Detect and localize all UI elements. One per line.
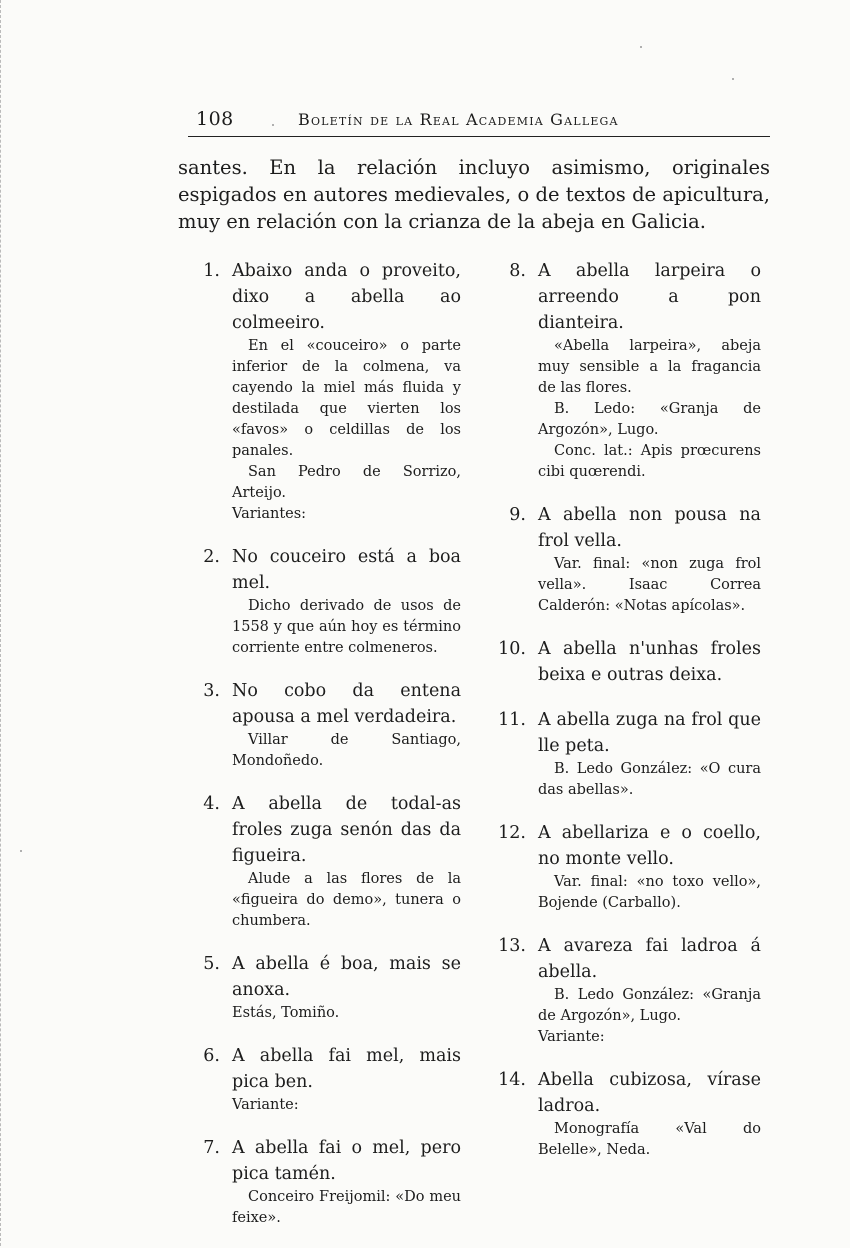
proverb-notes: [486, 554, 761, 617]
print-speck: [732, 78, 734, 80]
proverb-entry: [186, 951, 461, 1024]
proverb-text: A abella n'unhas froles beixa e outras deixa.: [538, 639, 761, 685]
proverb-line: [486, 636, 761, 688]
proverb-entry: [186, 678, 461, 772]
proverb-entry: [186, 258, 461, 525]
proverb-text: A abellariza e o coello, no monte vello.: [538, 823, 761, 869]
proverb-text: A abella de todal-as froles zuga senón das da figueira.: [232, 794, 461, 866]
proverb-number: 8.: [509, 261, 526, 281]
proverb-note: Var. final: «no toxo vello», Bojende (Carballo).: [538, 874, 761, 911]
proverb-text: A abella zuga na frol que lle peta.: [538, 710, 761, 756]
proverb-number: 4.: [203, 794, 220, 814]
proverb-notes: [486, 1119, 761, 1161]
proverb-number: 6.: [203, 1046, 220, 1066]
proverb-entry: [186, 544, 461, 659]
page-header: [188, 108, 770, 137]
running-title: Boletín de la Real Academia Gallega: [298, 110, 619, 129]
print-speck: [640, 46, 642, 48]
page-edge: [0, 0, 4, 1246]
proverb-text: A abella fai mel, mais pica ben.: [232, 1046, 461, 1092]
proverb-entry: [486, 502, 761, 617]
proverb-note: Conceiro Freijomil: «Do meu feixe».: [232, 1189, 461, 1226]
proverb-note: Variantes:: [232, 506, 307, 522]
proverb-line: [486, 502, 761, 554]
proverb-notes: [186, 869, 461, 932]
proverb-notes: [186, 596, 461, 659]
proverb-line: [486, 1067, 761, 1119]
proverb-number: 10.: [498, 639, 526, 659]
proverb-notes: [186, 730, 461, 772]
proverb-number: 11.: [498, 710, 526, 730]
proverb-text: No cobo da entena apousa a mel verdadeira.: [232, 681, 461, 727]
proverb-text: No couceiro está a boa mel.: [232, 547, 461, 593]
proverb-note: Variante:: [232, 1097, 299, 1113]
proverb-line: [486, 820, 761, 872]
proverb-note: Dicho derivado de usos de 1558 y que aún hoy es término corriente entre colmeneros.: [232, 598, 461, 656]
proverb-line: [186, 678, 461, 730]
proverb-text: A abella é boa, mais se anoxa.: [232, 954, 461, 1000]
proverb-number: 5.: [203, 954, 220, 974]
proverb-text: Abella cubizosa, vírase ladroa.: [538, 1070, 761, 1116]
proverb-note: San Pedro de Sorrizo, Arteijo.: [232, 464, 461, 501]
proverb-note: Variante:: [538, 1029, 605, 1045]
proverb-entry: [186, 1135, 461, 1229]
proverb-note: B. Ledo González: «O cura das abellas».: [538, 761, 761, 798]
proverb-note: Estás, Tomiño.: [232, 1005, 340, 1021]
proverb-line: [186, 1135, 461, 1187]
proverb-number: 1.: [203, 261, 220, 281]
proverb-entry: [486, 707, 761, 801]
intro-paragraph: santes. En la relación incluyo asimismo, originales espigados en autores medievales, o de textos de apicultura, muy en relación con la crianza de la abeja en Galicia.: [178, 156, 770, 233]
proverb-number: 12.: [498, 823, 526, 843]
proverb-line: [486, 258, 761, 336]
proverb-number: 2.: [203, 547, 220, 567]
proverb-number: 3.: [203, 681, 220, 701]
print-speck: [20, 850, 22, 852]
proverb-note: Conc. lat.: Apis prœcurens cibi quœrendi.: [538, 443, 761, 480]
proverb-note: En el «couceiro» o parte inferior de la colmena, va cayendo la miel más fluida y destilada que vierten los «favos» o celdillas de los panales.: [232, 338, 461, 459]
page-number: 108: [196, 108, 234, 130]
proverb-notes: [486, 759, 761, 801]
proverb-text: A abella fai o mel, pero pica tamén.: [232, 1138, 461, 1184]
proverb-line: [486, 707, 761, 759]
proverb-notes: [186, 1095, 461, 1116]
proverb-number: 13.: [498, 936, 526, 956]
print-speck: [272, 124, 274, 126]
proverb-note: B. Ledo González: «Granja de Argozón», Lugo.: [538, 987, 761, 1024]
proverb-text: Abaixo anda o proveito, dixo a abella ao colmeeiro.: [232, 261, 461, 333]
proverb-note: Var. final: «non zuga frol vella». Isaac Correa Calderón: «Notas apícolas».: [538, 556, 761, 614]
proverb-line: [486, 933, 761, 985]
proverb-entry: [486, 1067, 761, 1161]
proverb-notes: [486, 985, 761, 1048]
proverb-notes: [186, 1187, 461, 1229]
proverb-line: [186, 258, 461, 336]
proverb-entry: [486, 933, 761, 1048]
proverb-notes: [486, 872, 761, 914]
proverb-entry: [486, 258, 761, 483]
proverb-number: 14.: [498, 1070, 526, 1090]
proverb-line: [186, 1043, 461, 1095]
proverb-note: Monografía «Val do Belelle», Neda.: [538, 1121, 761, 1158]
proverb-notes: [186, 1003, 461, 1024]
proverb-entry: [186, 791, 461, 932]
proverb-note: Villar de Santiago, Mondoñedo.: [232, 732, 461, 769]
proverb-number: 9.: [509, 505, 526, 525]
proverb-number: 7.: [203, 1138, 220, 1158]
proverb-note: B. Ledo: «Granja de Argozón», Lugo.: [538, 401, 761, 438]
proverb-notes: [486, 336, 761, 483]
right-column: [486, 258, 761, 1180]
proverb-notes: [186, 336, 461, 525]
proverb-line: [186, 544, 461, 596]
proverb-note: «Abella larpeira», abeja muy sensible a la fragancia de las flores.: [538, 338, 761, 396]
proverb-note: Alude a las flores de la «figueira do demo», tunera o chumbera.: [232, 871, 461, 929]
proverb-text: A abella non pousa na frol vella.: [538, 505, 761, 551]
proverb-line: [186, 951, 461, 1003]
proverb-text: A abella larpeira o arreendo a pon dianteira.: [538, 261, 761, 333]
proverb-entry: [486, 820, 761, 914]
proverb-entry: [186, 1043, 461, 1116]
proverb-line: [186, 791, 461, 869]
left-column: [186, 258, 461, 1248]
proverb-entry: [486, 636, 761, 688]
proverb-text: A avareza fai ladroa á abella.: [538, 936, 761, 982]
